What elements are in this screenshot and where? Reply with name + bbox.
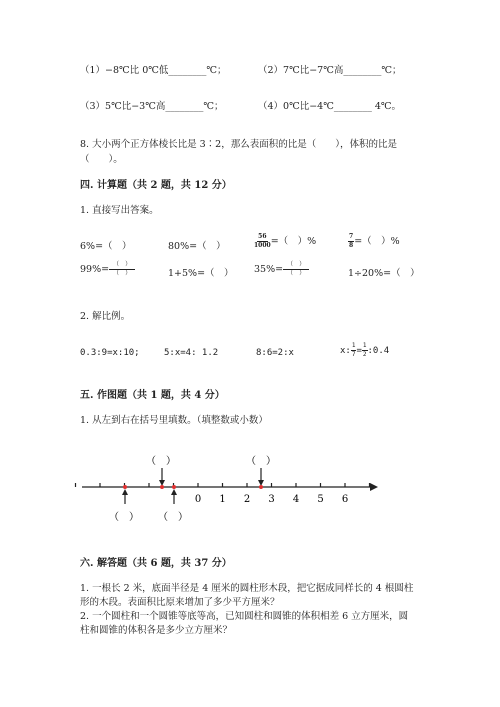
fraction-1-7: $\frac{1}{7}$ [351, 342, 356, 358]
calc-1-div-20-percent: 1÷20%=（ ） [348, 268, 420, 279]
lower-bracket-1: （ ） [109, 512, 139, 523]
q8-line-1: 8. 大小两个正方体棱长比是 3∶2，那么表面积的比是（ ），体积的比是 [80, 139, 397, 150]
proportion-3: 8:6=2:x [256, 348, 294, 358]
upper-bracket-1: （ ） [146, 456, 176, 467]
s6-q1-line-1: 1. 一根长 2 米，底面半径是 4 厘米的圆柱形木段，把它据成同样长的 4 根圆柱 [80, 583, 414, 594]
calc-56-over-1000: $\frac{56}{1000}$ =（ ）% [254, 233, 317, 249]
blank-fraction: $\frac{( )}{( )}$ [109, 262, 135, 277]
blank-fraction: $\frac{( )}{( )}$ [283, 262, 309, 277]
q7-item-4: （4）0℃比−4℃________ 4℃。 [258, 101, 402, 112]
up-arrow-1-head [122, 489, 128, 495]
lower-bracket-2: （ ） [158, 512, 188, 523]
s4-q1-title: 1. 直接写出答案。 [80, 205, 159, 216]
number-line-label: 5 [317, 494, 324, 505]
section-6-title: 六. 解答题（共 6 题，共 37 分） [80, 558, 232, 569]
fraction-56-1000: $\frac{56}{1000}$ [254, 233, 271, 249]
s4-q2-title: 2. 解比例。 [80, 311, 131, 322]
number-line-labels [195, 494, 348, 505]
calc-7-over-8: $\frac{7}{8}$ =（ ）% [349, 233, 400, 249]
q7-item-2: （2）7℃比−7℃高________℃； [258, 65, 402, 76]
up-arrow-2-head [171, 489, 177, 495]
fraction-7-8: $\frac{7}{8}$ [349, 233, 354, 249]
proportion-4: x: $\frac{1}{7}$ = $\frac{1}{2}$ :0.4 [340, 342, 390, 358]
number-line-label: 4 [292, 494, 300, 505]
number-line-ticks [76, 483, 370, 487]
red-point-2 [160, 485, 164, 489]
calc-80-percent: 80%=（ ） [168, 241, 226, 252]
proportion-1: 0.3:9=x:10; [80, 348, 140, 358]
q8-line-2: （ ）。 [80, 154, 123, 165]
fraction-1-2: $\frac{1}{2}$ [362, 342, 367, 358]
number-line-label: 6 [341, 494, 349, 505]
number-line-label: 2 [243, 494, 251, 505]
q7-item-3: （3）5℃比−3℃高________℃； [80, 101, 224, 112]
s6-q2-line-2: 柱和圆锥的体积各是多少立方厘米？ [80, 625, 233, 636]
s6-q1-line-2: 形的木段。表面积比原来增加了多少平方厘米？ [80, 597, 280, 608]
upper-bracket-2: （ ） [246, 456, 276, 467]
calc-6-percent: 6%=（ ） [80, 241, 132, 252]
q7-item-1: （1）−8℃比 0℃低________℃； [80, 65, 227, 76]
number-line-arrowhead [370, 483, 378, 491]
s5-q1-title: 1. 从左到右在括号里填数。（填整数或小数） [80, 415, 268, 426]
section-4-title: 四. 计算题（共 2 题，共 12 分） [80, 180, 232, 191]
red-point-3 [172, 485, 176, 489]
s6-q2-line-1: 2. 一个圆柱和一个圆锥等底等高，已知圆柱和圆锥的体积相差 6 立方厘米，圆 [80, 611, 409, 622]
calc-99-percent: 99%= $\frac{( )}{( )}$ [80, 262, 135, 277]
red-point-1 [123, 485, 127, 489]
number-line-label: 3 [268, 494, 275, 505]
calc-1-plus-5-percent: 1+5%=（ ） [168, 268, 234, 279]
section-5-title: 五. 作图题（共 1 题，共 4 分） [80, 390, 225, 401]
red-point-4 [259, 485, 263, 489]
calc-35-percent: 35%= $\frac{( )}{( )}$ [254, 262, 309, 277]
number-line-label: 0 [194, 494, 202, 505]
proportion-2: 5:x=4: 1.2 [164, 348, 219, 358]
number-line-figure [0, 440, 500, 540]
number-line-label: 1 [219, 494, 226, 505]
